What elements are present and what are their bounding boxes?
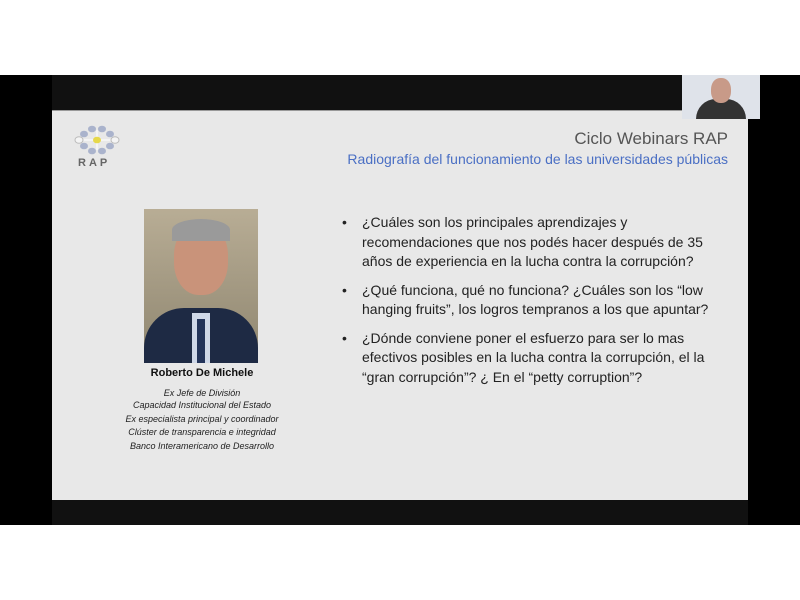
question-list <box>342 213 722 396</box>
question-item: • ¿Cuáles son los principales aprendizajes y recomendaciones que nos podés hacer después de 35 años de experiencia en la lucha contra la corrupción? <box>342 213 722 272</box>
logo-text: RAP <box>78 157 111 169</box>
participant-video-thumbnail[interactable] <box>682 75 760 119</box>
speaker-role: Ex especialista principal y coordinador <box>125 414 279 424</box>
presentation-slide <box>52 110 748 500</box>
speaker-role: Banco Interamericano de Desarrollo <box>129 441 275 451</box>
speaker-role: Capacidad Institucional del Estado <box>132 400 272 410</box>
speaker-name: Roberto De Michele <box>150 367 254 379</box>
speaker-role: Ex Jefe de División <box>163 388 241 398</box>
question-item: • ¿Qué funciona, qué no funciona? ¿Cuáles son los “low hanging fruits”, los logros tempranos a los que apuntar? <box>342 281 722 320</box>
speaker-photo <box>144 209 258 363</box>
slide-title: Ciclo Webinars RAP <box>574 129 728 148</box>
speaker-role: Clúster de transparencia e integridad <box>128 427 276 437</box>
question-item: • ¿Dónde conviene poner el esfuerzo para ser lo mas efectivos posibles en la lucha contra la corrupción, el la “gran corrupción”? ¿ En el “petty corruption”? <box>342 329 722 388</box>
slide-subtitle: Radiografía del funcionamiento de las universidades públicas <box>347 151 728 167</box>
